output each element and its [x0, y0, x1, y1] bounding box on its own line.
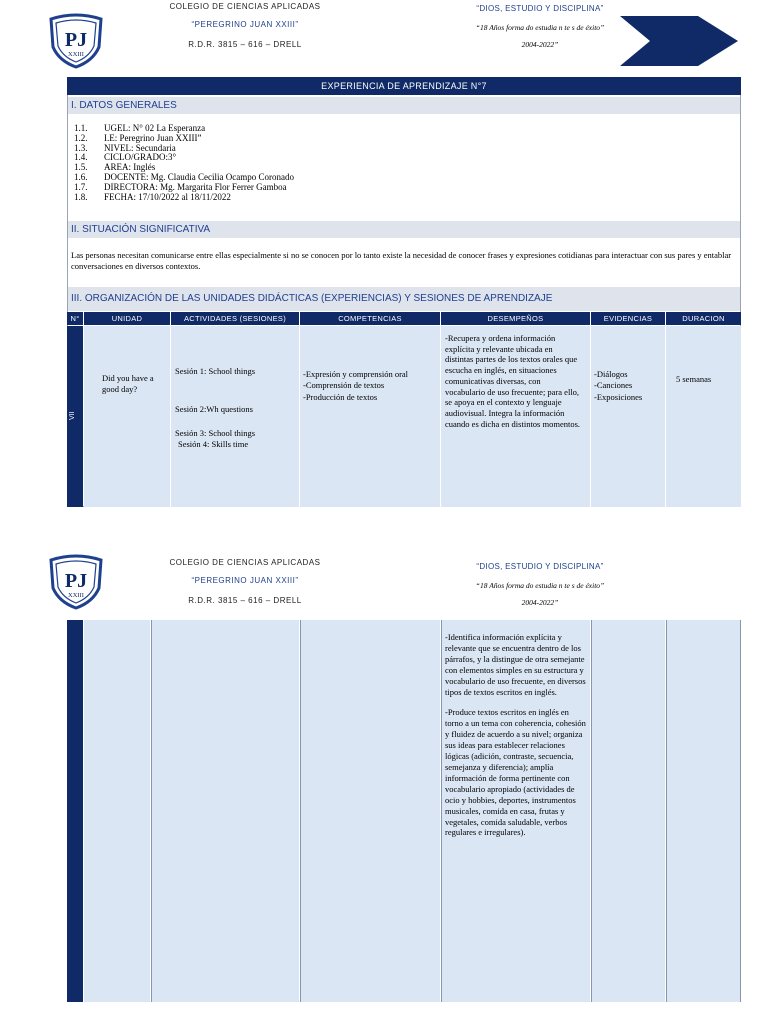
column-divider — [740, 620, 741, 1002]
sesion-2: Sesión 2:Wh questions — [175, 404, 253, 414]
datos-item: 1.1. UGEL: N° 02 La Esperanza — [74, 123, 206, 133]
datos-list — [74, 124, 474, 202]
years-range: 2004-2022” — [521, 40, 559, 49]
section-situacion: II. SITUACIÓN SIGNIFICATIVA — [68, 221, 740, 238]
sesion-1: Sesión 1: School things — [175, 366, 256, 376]
col-header-evidencias: EVIDENCIAS — [591, 312, 665, 325]
competencia-1: -Expresión y comprensión oral — [303, 369, 409, 379]
school-rdr: R.D.R. 3815 – 616 – DRELL — [188, 40, 302, 49]
competencia-3: -Producción de textos — [303, 392, 378, 402]
motto: “DIOS, ESTUDIO Y DISCIPLINA” — [476, 4, 604, 13]
column-divider — [591, 620, 592, 1002]
datos-item: 1.8. FECHA: 17/10/2022 al 18/11/2022 — [74, 191, 231, 202]
evidencia-3: -Exposiciones — [594, 392, 643, 402]
col-header-num: N° — [67, 312, 83, 325]
desempeno-paragraph: -Identifica información explícita y relevante que se encuentra dentro de los párrafos, y la distingue de otra semejante con elementos simples en su estructura y vocabulario de uso frecuente, en diversos tipos de textos escritos en inglés. — [445, 632, 586, 697]
school-name: COLEGIO DE CIENCIAS APLICADAS — [169, 558, 321, 567]
competencia-2: -Comprensión de textos — [303, 380, 385, 390]
cell-unidad — [84, 326, 171, 507]
school-name: COLEGIO DE CIENCIAS APLICADAS — [169, 2, 321, 11]
experience-title: EXPERIENCIA DE APRENDIZAJE N°7 — [67, 77, 741, 95]
col-header-actividades: ACTIVIDADES (SESIONES) — [171, 312, 299, 325]
cell-evidencias — [591, 620, 666, 1002]
sesion-4: Sesión 4: Skills time — [178, 439, 249, 449]
cell-actividades — [151, 620, 300, 1002]
cell-competencias — [300, 620, 441, 1002]
cell-competencias — [300, 326, 441, 507]
school-crest-icon — [47, 554, 105, 610]
cell-unidad — [84, 620, 151, 1002]
row-number: VII — [69, 411, 76, 420]
duracion-text: 5 semanas — [676, 374, 712, 384]
desempenos-continued — [445, 632, 588, 848]
sesion-3: Sesión 3: School things — [175, 428, 256, 438]
svg-text:PJ: PJ — [64, 570, 88, 592]
datos-item: 1.2. I.E: Peregrino Juan XXIII” — [74, 132, 202, 143]
column-divider — [300, 620, 301, 1002]
svg-text:XXIII: XXIII — [68, 51, 84, 58]
svg-text:PJ: PJ — [64, 29, 88, 51]
cell-actividades — [171, 326, 300, 507]
col-header-competencias: COMPETENCIAS — [300, 312, 440, 325]
row-number-bar — [67, 620, 83, 1002]
section-organizacion: III. ORGANIZACIÓN DE LAS UNIDADES DIDÁCTICAS (EXPERIENCIAS) Y SESIONES DE APRENDIZAJE — [68, 287, 740, 311]
desempenos-text: -Recupera y ordena información explícita y relevante ubicada en distintas partes de los textos orales que escucha en inglés, en situaciones comunicativas diversas, con vocabulario de uso frecuente; para ello, se apoya en el contexto y lenguaje audiovisual. Integra la información cuando es dicha en distintos momentos. — [445, 333, 581, 429]
unidad-text: Did you have a good day? — [102, 373, 154, 394]
years-text: “18 Años forma do estudia n te s de éxito” — [475, 23, 605, 32]
column-divider — [151, 620, 152, 1002]
col-header-desempenos: DESEMPEÑOS — [441, 312, 590, 325]
col-header-duracion: DURACION — [666, 312, 741, 325]
situacion-text: Las personas necesitan comunicarse entre ellas especialmente si no se conocen por lo tanto existe la necesidad de conocer frases y expresiones cotidianas para interactuar con sus pares y entablar conversaciones en diversos contextos. — [71, 250, 732, 271]
chevron-banner-icon — [620, 16, 738, 66]
column-divider — [666, 620, 667, 1002]
cell-evidencias — [591, 326, 666, 507]
desempeno-paragraph: -Produce textos escritos en inglés en torno a un tema con coherencia, cohesión y fluidez de acuerdo a su nivel; organiza sus ideas para establecer relaciones lógicas (adición, contraste, secuencia, semejanza y diferencia); amplía información de forma pertinente con vocabulario apropiado (actividades de ocio y hobbies, deportes, instrumentos musicales, comida en casa, frutas y vegetales, comida saludable, verbos regulares e irregulares). — [445, 707, 586, 838]
evidencia-2: -Canciones — [594, 380, 633, 390]
datos-item: 1.7. DIRECTORA: Mg. Margarita Flor Ferrer Gamboa — [74, 181, 287, 192]
school-subtitle: “PEREGRINO JUAN XXIII” — [191, 576, 299, 585]
motto: “DIOS, ESTUDIO Y DISCIPLINA” — [476, 562, 604, 571]
school-subtitle: “PEREGRINO JUAN XXIII” — [191, 20, 299, 29]
school-crest-icon — [47, 13, 105, 69]
school-rdr: R.D.R. 3815 – 616 – DRELL — [188, 596, 302, 605]
cell-duracion — [666, 620, 741, 1002]
datos-item: 1.6. DOCENTE: Mg. Claudia Cecilia Ocampo Coronado — [74, 171, 294, 182]
years-range: 2004-2022” — [521, 598, 559, 607]
svg-text:XXIII: XXIII — [68, 592, 84, 599]
years-text: “18 Años forma do estudia n te s de éxito” — [475, 581, 605, 590]
column-divider — [441, 620, 442, 1002]
datos-item: 1.4. CICLO/GRADO:3° — [74, 152, 177, 163]
datos-item: 1.3. NIVEL: Secundaria — [74, 142, 176, 153]
evidencia-1: -Diálogos — [594, 369, 628, 379]
section-datos-generales: I. DATOS GENERALES — [68, 97, 740, 114]
col-header-unidad: UNIDAD — [84, 312, 170, 325]
cell-duracion — [666, 326, 741, 507]
datos-item: 1.5. AREA: Inglés — [74, 162, 156, 173]
